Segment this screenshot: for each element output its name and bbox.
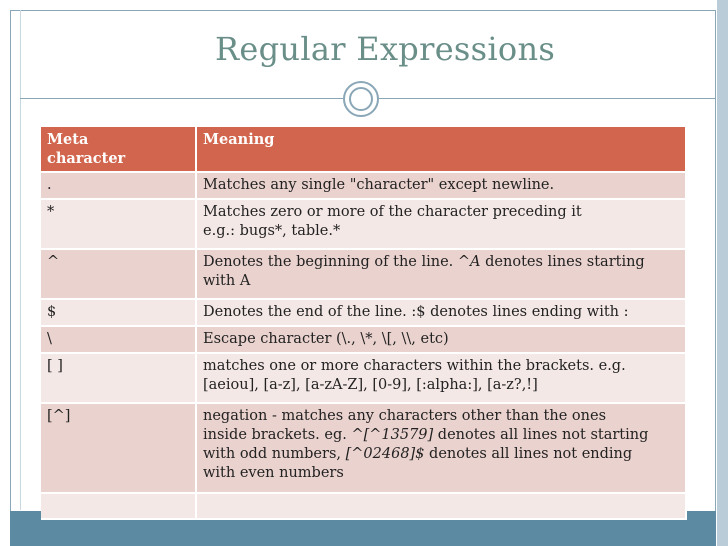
- text: denotes lines starting: [480, 254, 645, 270]
- meaning-cell: [196, 326, 686, 353]
- italic-text: A: [470, 254, 481, 270]
- text: Denotes the end of the line. :$ denotes lines ending with :: [203, 304, 629, 320]
- circle-ornament-inner-icon: [349, 87, 373, 111]
- right-decor-band: [717, 0, 728, 546]
- text: denotes all lines not starting: [433, 427, 649, 443]
- meta-character-cell: [41, 493, 196, 519]
- title-divider-left: [20, 98, 343, 99]
- table-row: [41, 172, 686, 199]
- meaning-cell: [196, 172, 686, 199]
- meta-character-cell: \: [41, 326, 196, 353]
- text: with A: [203, 273, 251, 289]
- table-row: [41, 326, 686, 353]
- meaning-cell: [196, 493, 686, 519]
- text: Matches zero or more of the character preceding it: [203, 204, 582, 220]
- meaning-cell: [196, 199, 686, 249]
- meta-character-cell: ^: [41, 249, 196, 299]
- regex-table: [41, 127, 687, 520]
- table-row: [41, 249, 686, 299]
- meaning-cell: [196, 353, 686, 403]
- title-divider-right: [379, 98, 716, 99]
- meaning-cell: [196, 249, 686, 299]
- text: denotes all lines not ending: [424, 446, 633, 462]
- text: negation - matches any characters other than the ones: [203, 408, 607, 424]
- text: Escape character (\., \*, \[, \\, etc): [203, 331, 449, 347]
- text: with odd numbers,: [203, 446, 346, 462]
- meta-character-cell: [ ]: [41, 353, 196, 403]
- table-row: [41, 299, 686, 326]
- header-meta-character: Meta character: [41, 127, 196, 172]
- text: Denotes the beginning of the line. ^: [203, 254, 471, 270]
- meta-character-cell: *: [41, 199, 196, 249]
- text: [aeiou], [a-z], [a-zA-Z], [0-9], [:alpha:], [a-z?,!]: [203, 377, 538, 393]
- header-meaning: Meaning: [196, 127, 686, 172]
- table-row: [41, 199, 686, 249]
- text: with even numbers: [203, 465, 344, 481]
- table-header-row: [41, 127, 686, 172]
- meta-character-cell: [^]: [41, 403, 196, 493]
- italic-text: [^13579]: [363, 427, 434, 443]
- text: e.g.: bugs*, table.*: [203, 223, 341, 239]
- table-row: [41, 493, 686, 519]
- italic-text: [^02468]$: [345, 446, 425, 462]
- table-row: [41, 403, 686, 493]
- slide-title: Regular Expressions: [215, 30, 556, 68]
- meaning-cell: [196, 403, 686, 493]
- meta-character-cell: $: [41, 299, 196, 326]
- text: matches one or more characters within the brackets. e.g.: [203, 358, 626, 374]
- text: inside brackets. eg. ^: [203, 427, 364, 443]
- table-row: [41, 353, 686, 403]
- text: Matches any single "character" except newline.: [203, 177, 555, 193]
- left-margin-line: [20, 10, 21, 510]
- meaning-cell: [196, 299, 686, 326]
- meta-character-cell: .: [41, 172, 196, 199]
